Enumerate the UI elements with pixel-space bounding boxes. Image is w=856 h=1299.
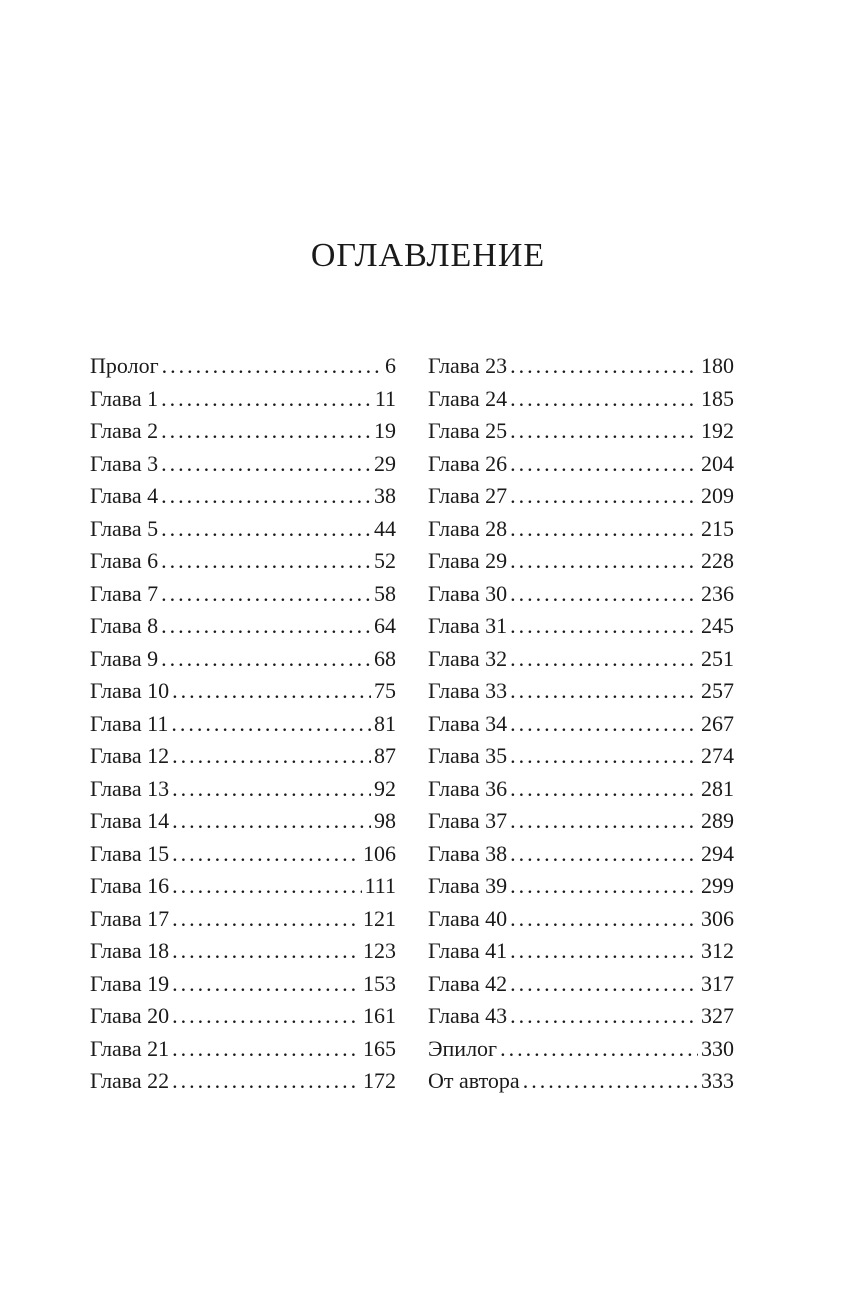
toc-dot-leader xyxy=(162,350,382,383)
toc-dot-leader xyxy=(161,480,371,513)
toc-entry xyxy=(428,1000,734,1033)
toc-dot-leader xyxy=(161,513,371,546)
toc-entry-label: Глава 7 xyxy=(90,580,159,606)
toc-dot-leader xyxy=(161,545,371,578)
toc-dot-leader xyxy=(510,480,698,513)
toc-entry-page: 299 xyxy=(701,873,734,898)
toc-entry-label: Глава 3 xyxy=(90,450,159,476)
toc-entry-page: 19 xyxy=(374,418,396,443)
toc-entry-label: Глава 2 xyxy=(90,418,159,443)
toc-entry-label: Глава 19 xyxy=(90,970,170,996)
toc-entry xyxy=(90,838,396,871)
toc-entry xyxy=(428,773,734,806)
toc-entry-page: 236 xyxy=(701,580,734,606)
toc-entry-label: Глава 4 xyxy=(90,483,159,508)
toc-entry-label: Глава 28 xyxy=(428,515,508,541)
toc-entry-page: 294 xyxy=(701,840,734,866)
toc-entry xyxy=(90,1033,396,1066)
toc-entry xyxy=(90,545,396,578)
toc-entry-label: Глава 22 xyxy=(90,1068,170,1093)
toc-entry-label: Глава 15 xyxy=(90,840,170,866)
toc-entry-label: Глава 37 xyxy=(428,808,508,833)
toc-entry xyxy=(90,968,396,1001)
toc-dot-leader xyxy=(510,968,698,1001)
toc-entry xyxy=(428,1065,734,1098)
toc-entry-page: 38 xyxy=(374,483,396,508)
toc-entry xyxy=(428,935,734,968)
toc-entry-label: Глава 21 xyxy=(90,1035,170,1061)
toc-entry-label: Эпилог xyxy=(428,1035,498,1061)
toc-entry-page: 215 xyxy=(701,515,734,541)
toc-dot-leader xyxy=(510,708,698,741)
toc-entry-label: Глава 30 xyxy=(428,580,508,606)
toc-entry-page: 75 xyxy=(374,678,396,703)
toc-entry-page: 172 xyxy=(363,1068,396,1093)
toc-dot-leader xyxy=(510,870,698,903)
toc-entry xyxy=(90,773,396,806)
toc-entry xyxy=(428,708,734,741)
toc-dot-leader xyxy=(510,935,698,968)
toc-dot-leader xyxy=(510,610,698,643)
toc-entry-page: 52 xyxy=(374,548,396,573)
page-title: ОГЛАВЛЕНИЕ xyxy=(310,237,546,274)
toc-dot-leader xyxy=(172,1065,360,1098)
toc-entry-label: Глава 39 xyxy=(428,873,508,898)
toc-entry-page: 64 xyxy=(374,613,396,638)
toc-entry-page: 317 xyxy=(701,970,734,996)
toc-dot-leader xyxy=(510,415,698,448)
toc-dot-leader xyxy=(510,1000,698,1033)
toc-dot-leader xyxy=(510,545,698,578)
toc-entry-page: 87 xyxy=(374,743,396,768)
toc-entry-page: 180 xyxy=(701,353,734,378)
toc-entry-label: Глава 31 xyxy=(428,613,508,638)
toc-entry xyxy=(428,838,734,871)
toc-entry xyxy=(428,480,734,513)
toc-entry-page: 106 xyxy=(363,840,396,866)
toc-dot-leader xyxy=(510,643,698,676)
toc-entry-label: От автора xyxy=(428,1068,520,1093)
toc-entry-label: Глава 10 xyxy=(90,678,170,703)
toc-entry-label: Глава 40 xyxy=(428,905,508,931)
toc-entry xyxy=(428,578,734,611)
toc-entry xyxy=(428,740,734,773)
toc-entry-label: Глава 14 xyxy=(90,808,170,833)
toc-entry-page: 161 xyxy=(363,1003,396,1028)
toc-entry-page: 330 xyxy=(701,1035,734,1061)
toc-entry xyxy=(90,415,396,448)
toc-dot-leader xyxy=(172,1000,360,1033)
toc-entry xyxy=(90,610,396,643)
toc-entry-page: 153 xyxy=(363,970,396,996)
toc-entry-label: Глава 5 xyxy=(90,515,159,541)
toc-entry-label: Глава 32 xyxy=(428,645,508,671)
toc-entry-label: Глава 11 xyxy=(90,710,169,736)
toc-entry-label: Пролог xyxy=(90,353,159,378)
toc-entry-page: 58 xyxy=(374,580,396,606)
toc-entry-label: Глава 33 xyxy=(428,678,508,703)
toc-entry xyxy=(90,935,396,968)
toc-entry-label: Глава 41 xyxy=(428,938,508,963)
toc-entry-page: 289 xyxy=(701,808,734,833)
toc-entry xyxy=(90,870,396,903)
toc-entry xyxy=(90,513,396,546)
toc-entry xyxy=(90,480,396,513)
toc-entry-page: 312 xyxy=(701,938,734,963)
toc-entry xyxy=(90,383,396,416)
toc-entry-page: 209 xyxy=(701,483,734,508)
toc-dot-leader xyxy=(510,448,698,481)
toc-dot-leader xyxy=(510,805,698,838)
toc-entry xyxy=(90,350,396,383)
toc-dot-leader xyxy=(172,838,360,871)
toc-entry-page: 111 xyxy=(364,873,396,898)
toc-entry xyxy=(428,448,734,481)
toc-entry xyxy=(428,1033,734,1066)
toc-dot-leader xyxy=(172,1033,360,1066)
toc-entry-page: 245 xyxy=(701,613,734,638)
toc-entry-label: Глава 34 xyxy=(428,710,508,736)
toc-entry xyxy=(428,350,734,383)
toc-dot-leader xyxy=(161,643,371,676)
toc-entry-page: 251 xyxy=(701,645,734,671)
toc-dot-leader xyxy=(172,740,371,773)
toc-entry-label: Глава 8 xyxy=(90,613,159,638)
toc-entry-page: 306 xyxy=(701,905,734,931)
toc-entry-label: Глава 43 xyxy=(428,1003,508,1028)
toc-entry-label: Глава 1 xyxy=(90,385,159,411)
toc-entry xyxy=(428,545,734,578)
toc-dot-leader xyxy=(510,513,698,546)
toc-entry xyxy=(428,513,734,546)
toc-column-right xyxy=(428,350,734,1098)
toc-entry xyxy=(90,805,396,838)
toc-entry xyxy=(428,870,734,903)
toc-dot-leader xyxy=(161,448,371,481)
toc-entry-page: 121 xyxy=(363,905,396,931)
toc-dot-leader xyxy=(172,773,371,806)
toc-dot-leader xyxy=(172,968,360,1001)
toc-entry-page: 333 xyxy=(701,1068,734,1093)
toc-entry-page: 204 xyxy=(701,450,734,476)
toc-entry-page: 98 xyxy=(374,808,396,833)
toc-dot-leader xyxy=(510,383,698,416)
toc-entry-label: Глава 25 xyxy=(428,418,508,443)
toc-entry-label: Глава 36 xyxy=(428,775,508,801)
toc-entry xyxy=(90,675,396,708)
toc-entry xyxy=(428,903,734,936)
toc-entry xyxy=(90,578,396,611)
toc-entry xyxy=(428,675,734,708)
toc-entry-page: 6 xyxy=(385,353,396,378)
toc-entry-label: Глава 29 xyxy=(428,548,508,573)
toc-entry-page: 165 xyxy=(363,1035,396,1061)
toc-dot-leader xyxy=(172,805,371,838)
toc-entry xyxy=(90,448,396,481)
toc-dot-leader xyxy=(510,773,698,806)
toc-entry-page: 274 xyxy=(701,743,734,768)
toc-entry-label: Глава 9 xyxy=(90,645,159,671)
toc-entry-page: 68 xyxy=(374,645,396,671)
toc-entry xyxy=(428,968,734,1001)
toc-entry-page: 257 xyxy=(701,678,734,703)
toc-entry-label: Глава 42 xyxy=(428,970,508,996)
toc-entry-label: Глава 23 xyxy=(428,353,508,378)
toc-entry-page: 29 xyxy=(374,450,396,476)
toc-entry-page: 185 xyxy=(701,385,734,411)
toc-entry-label: Глава 35 xyxy=(428,743,508,768)
toc-entry-label: Глава 18 xyxy=(90,938,170,963)
toc-dot-leader xyxy=(161,610,371,643)
toc-entry-label: Глава 20 xyxy=(90,1003,170,1028)
toc-entry xyxy=(90,740,396,773)
toc-dot-leader xyxy=(171,708,371,741)
toc-dot-leader xyxy=(510,903,698,936)
toc-entry xyxy=(428,383,734,416)
toc-entry xyxy=(90,708,396,741)
toc-dot-leader xyxy=(172,675,371,708)
toc-entry-page: 228 xyxy=(701,548,734,573)
toc-dot-leader xyxy=(523,1065,698,1098)
toc-entry-page: 92 xyxy=(374,775,396,801)
toc-entry-label: Глава 17 xyxy=(90,905,170,931)
toc-entry-label: Глава 12 xyxy=(90,743,170,768)
toc-dot-leader xyxy=(510,578,698,611)
toc-dot-leader xyxy=(161,578,371,611)
toc-entry xyxy=(90,903,396,936)
toc-dot-leader xyxy=(500,1033,698,1066)
toc-dot-leader xyxy=(172,935,360,968)
toc-entry-page: 281 xyxy=(701,775,734,801)
toc-dot-leader xyxy=(172,903,360,936)
toc-entry-label: Глава 38 xyxy=(428,840,508,866)
toc-entry xyxy=(428,805,734,838)
toc-entry xyxy=(90,643,396,676)
toc-dot-leader xyxy=(172,870,361,903)
toc-entry-label: Глава 26 xyxy=(428,450,508,476)
toc-entry-page: 267 xyxy=(701,710,734,736)
toc-dot-leader xyxy=(161,383,372,416)
toc-entry xyxy=(428,610,734,643)
toc-entry xyxy=(90,1065,396,1098)
toc-dot-leader xyxy=(510,740,698,773)
toc-entry-page: 11 xyxy=(374,385,396,411)
toc-column-left xyxy=(90,350,396,1098)
toc-entry-page: 123 xyxy=(363,938,396,963)
toc-entry xyxy=(428,415,734,448)
toc-entry-page: 327 xyxy=(701,1003,734,1028)
toc-entry-page: 44 xyxy=(374,515,396,541)
toc-entry-label: Глава 24 xyxy=(428,385,508,411)
toc-dot-leader xyxy=(510,838,698,871)
toc-entry-page: 81 xyxy=(374,710,396,736)
toc-entry-label: Глава 16 xyxy=(90,873,170,898)
toc-dot-leader xyxy=(161,415,371,448)
toc-entry-label: Глава 6 xyxy=(90,548,159,573)
toc-entry xyxy=(90,1000,396,1033)
toc-dot-leader xyxy=(510,350,698,383)
toc-entry-label: Глава 27 xyxy=(428,483,508,508)
toc-entry-label: Глава 13 xyxy=(90,775,170,801)
toc-dot-leader xyxy=(510,675,698,708)
toc-entry xyxy=(428,643,734,676)
toc-entry-page: 192 xyxy=(701,418,734,443)
